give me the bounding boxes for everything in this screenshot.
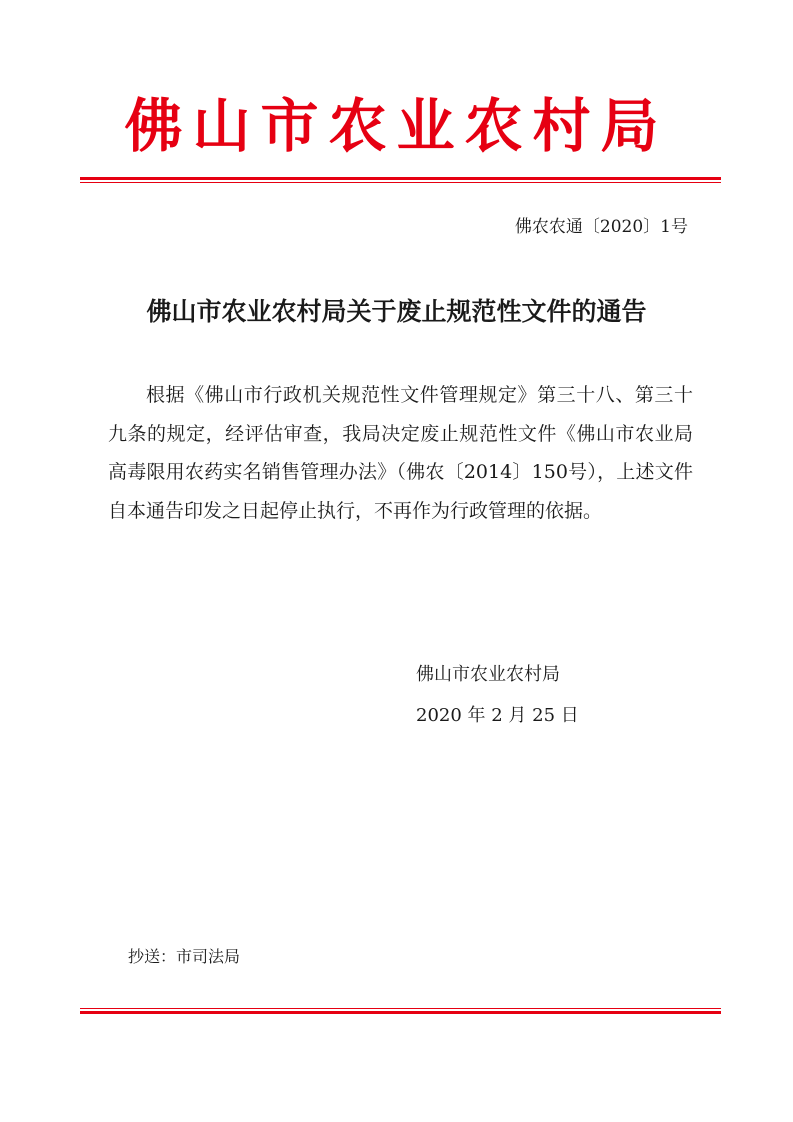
document-body: 根据《佛山市行政机关规范性文件管理规定》第三十八、第三十九条的规定，经评估审查，我局决定废止规范性文件《佛山市农业局高毒限用农药实名销售管理办法》（佛农〔2014〕150号），上述文件自本通告印发之日起停止执行，不再作为行政管理的依据。 xyxy=(108,384,693,522)
signing-date: 2020 年 2 月 25 日 xyxy=(416,705,579,726)
cc-recipients: 抄送：市司法局 xyxy=(128,947,241,966)
document-title: 佛山市农业农村局关于废止规范性文件的通告 xyxy=(146,297,647,326)
footer-divider-thin xyxy=(80,1008,721,1009)
document-number: 佛农农通〔2020〕1号 xyxy=(514,217,688,237)
letterhead-divider-thick xyxy=(80,177,721,180)
footer-divider-thick xyxy=(80,1011,721,1014)
signer-organization: 佛山市农业农村局 xyxy=(416,664,560,685)
letterhead-divider-thin xyxy=(80,182,721,183)
letterhead-title: 佛山市农业农村局 xyxy=(124,92,669,160)
